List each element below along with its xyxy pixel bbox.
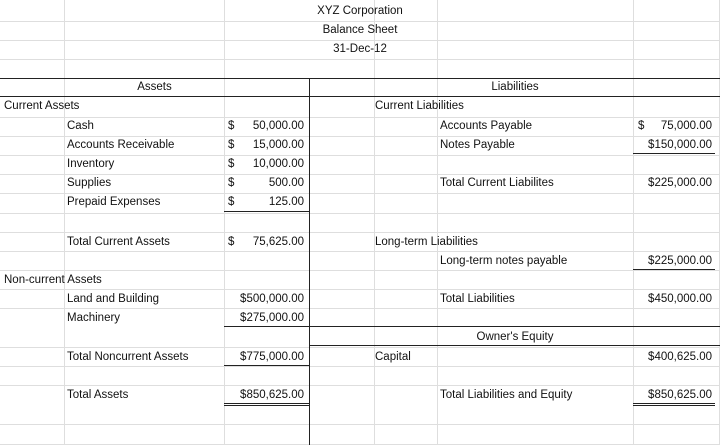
liability-amount-payable: 75,000.00 [660, 120, 712, 132]
asset-label-machinery: Machinery [67, 312, 121, 324]
total-current-assets-label: Total Current Assets [67, 236, 170, 248]
total-noncurrent-assets-value: $775,000.00 [240, 351, 304, 363]
total-liabilities-equity-value: $850,625.00 [648, 389, 712, 401]
asset-amount-cash: 50,000.00 [252, 120, 304, 132]
total-current-assets-value: 75,625.00 [252, 236, 304, 248]
asset-label-receivable: Accounts Receivable [67, 139, 175, 151]
liability-label-longterm-notes: Long-term notes payable [440, 255, 568, 267]
total-liabilities-value: $450,000.00 [648, 293, 712, 305]
asset-amount-prepaid: 125.00 [268, 196, 304, 208]
longterm-liabilities-heading: Long-term Liabilities [375, 236, 478, 248]
currency-symbol: $ [228, 196, 235, 208]
total-current-liabilities-label: Total Current Liabilites [440, 177, 554, 189]
asset-label-inventory: Inventory [67, 158, 115, 170]
subtotal-rule [633, 153, 715, 154]
total-assets-label: Total Assets [67, 389, 129, 401]
current-assets-heading: Current Assets [4, 100, 80, 112]
currency-symbol: $ [638, 120, 645, 132]
assets-header: Assets [137, 81, 172, 93]
center-divider [309, 78, 310, 445]
asset-label-land: Land and Building [67, 293, 160, 305]
currency-symbol: $ [228, 120, 235, 132]
asset-amount-receivable: 15,000.00 [252, 139, 304, 151]
company-name: XYZ Corporation [317, 5, 403, 17]
total-current-liabilities-value: $225,000.00 [648, 177, 712, 189]
capital-value: $400,625.00 [648, 351, 712, 363]
double-underline [224, 403, 309, 406]
capital-label: Capital [375, 351, 411, 363]
owners-equity-header: Owner's Equity [476, 331, 554, 343]
subtotal-rule [224, 365, 309, 366]
asset-value-machinery: $275,000.00 [240, 312, 304, 324]
liability-label-payable: Accounts Payable [440, 120, 533, 132]
subtotal-rule [633, 269, 715, 270]
asset-amount-inventory: 10,000.00 [252, 158, 304, 170]
currency-symbol: $ [228, 177, 235, 189]
noncurrent-assets-heading: Non-current Assets [4, 274, 102, 286]
total-assets-value: $850,625.00 [240, 389, 304, 401]
asset-label-supplies: Supplies [67, 177, 112, 189]
header-rule [0, 78, 720, 79]
subtotal-rule [224, 326, 309, 327]
liabilities-header: Liabilities [491, 81, 539, 93]
equity-top-rule [310, 326, 720, 327]
liability-value-longterm-notes: $225,000.00 [648, 255, 712, 267]
currency-symbol: $ [228, 236, 235, 248]
statement-date: 31-Dec-12 [333, 43, 387, 55]
total-liabilities-equity-label: Total Liabilities and Equity [440, 389, 573, 401]
currency-symbol: $ [228, 139, 235, 151]
liability-value-notes: $150,000.00 [648, 139, 712, 151]
subtotal-rule [224, 211, 309, 212]
asset-label-cash: Cash [67, 120, 94, 132]
double-underline [633, 403, 715, 406]
total-liabilities-label: Total Liabilities [440, 293, 515, 305]
asset-label-prepaid: Prepaid Expenses [67, 196, 161, 208]
column-header-rule [0, 96, 720, 97]
current-liabilities-heading: Current Liabilities [375, 100, 464, 112]
total-noncurrent-assets-label: Total Noncurrent Assets [67, 351, 189, 363]
statement-title: Balance Sheet [322, 24, 398, 36]
asset-amount-supplies: 500.00 [268, 177, 304, 189]
asset-value-land: $500,000.00 [240, 293, 304, 305]
currency-symbol: $ [228, 158, 235, 170]
equity-header-rule [310, 345, 720, 346]
liability-label-notes: Notes Payable [440, 139, 515, 151]
